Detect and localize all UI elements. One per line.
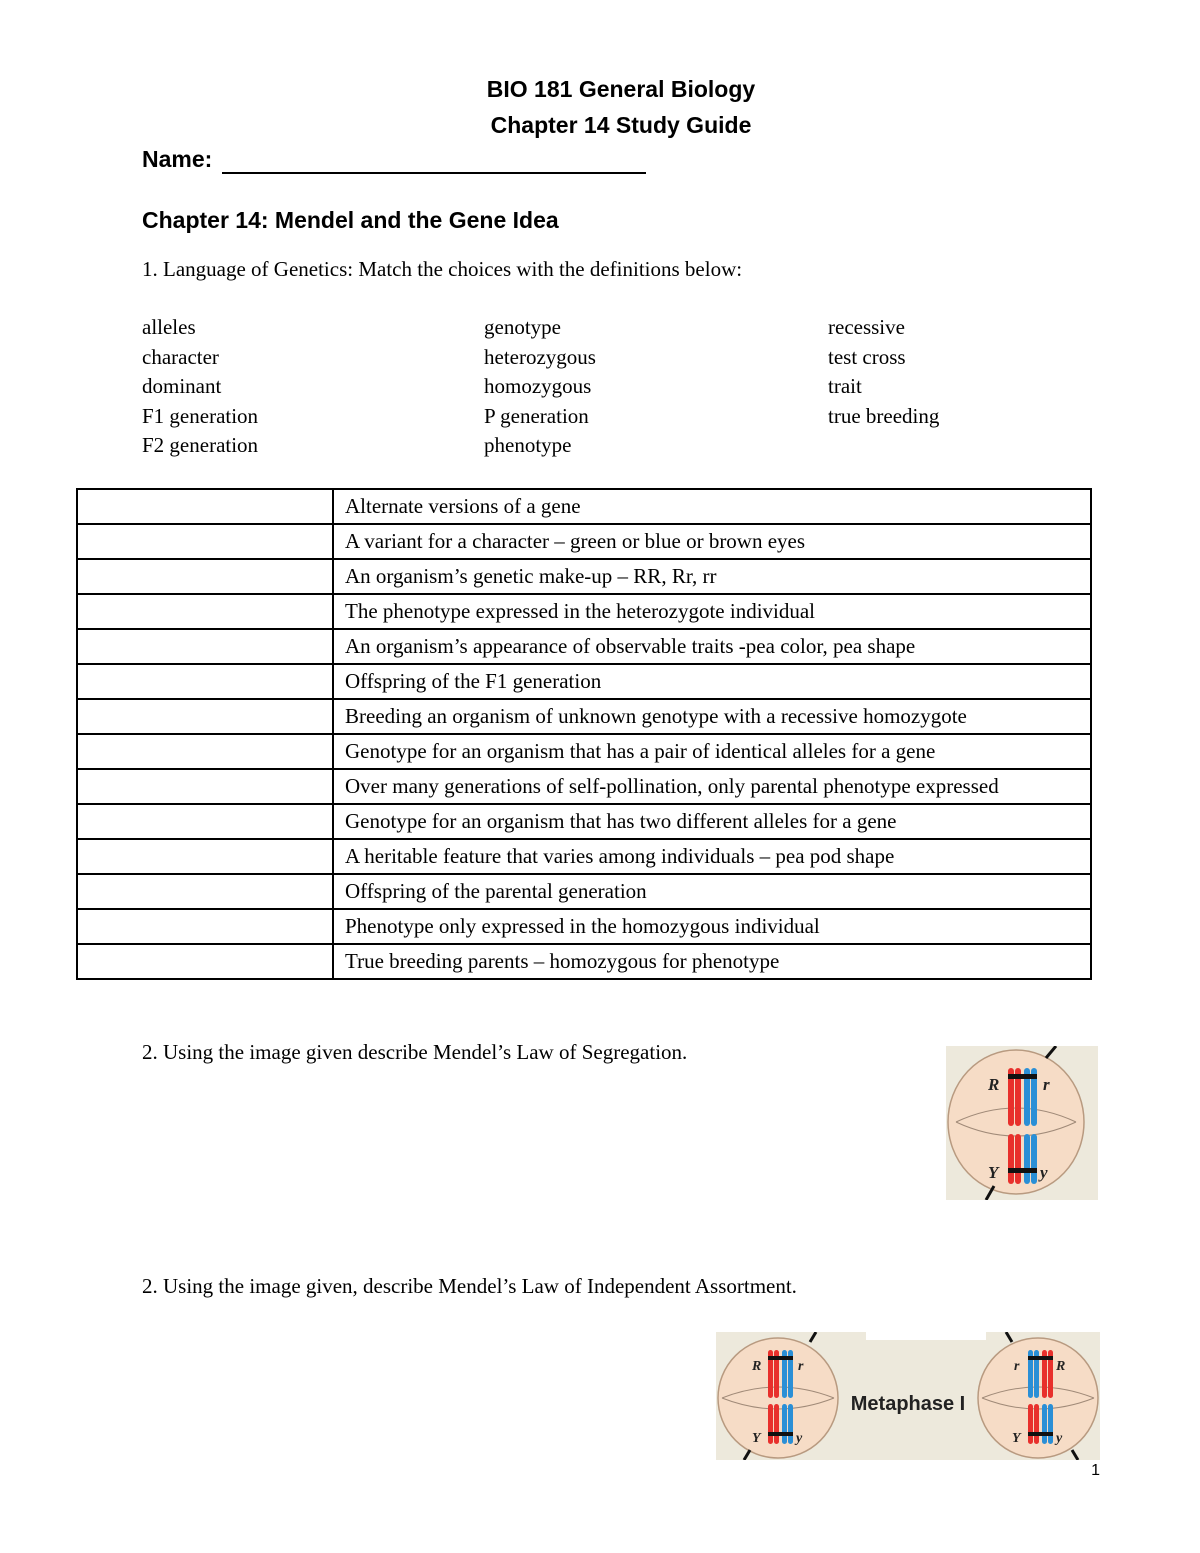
definition-cell: An organism’s genetic make-up – RR, Rr, rr (333, 559, 1091, 594)
term: F2 generation (142, 433, 259, 457)
red-chromatid (1015, 1134, 1021, 1184)
answer-cell[interactable] (77, 909, 333, 944)
table-row (77, 769, 1091, 804)
answer-cell[interactable] (77, 594, 333, 629)
question-1-prompt: 1. Language of Genetics: Match the choices with the definitions below: (142, 257, 743, 281)
definition-cell: A heritable feature that varies among individuals – pea pod shape (333, 839, 1091, 874)
definition-cell: Offspring of the F1 generation (333, 664, 1091, 699)
definition-cell: Genotype for an organism that has a pair of identical alleles for a gene (333, 734, 1091, 769)
blue-chromatid (1048, 1404, 1053, 1444)
allele-label-Y: Y (988, 1163, 999, 1182)
name-label: Name: (142, 146, 213, 172)
allele-label-r: r (1043, 1075, 1050, 1094)
terms-column-1 (142, 313, 258, 461)
allele-label-r: r (798, 1359, 804, 1374)
table-row (77, 524, 1091, 559)
definition-cell: Alternate versions of a gene (333, 489, 1091, 524)
term: genotype (484, 315, 561, 339)
gene-band (768, 1432, 793, 1436)
answer-cell[interactable] (77, 839, 333, 874)
definition-cell: Over many generations of self-pollination, only parental phenotype expressed (333, 769, 1091, 804)
definition-cell: A variant for a character – green or blue or brown eyes (333, 524, 1091, 559)
blue-chromatid (1042, 1404, 1047, 1444)
allele-label-R: R (752, 1359, 762, 1374)
chapter-heading: Chapter 14: Mendel and the Gene Idea (142, 207, 559, 233)
gene-band (1008, 1074, 1037, 1079)
term: test cross (828, 344, 906, 369)
table-row (77, 664, 1091, 699)
allele-label-R: R (1056, 1359, 1066, 1374)
metaphase-label: Metaphase I (850, 1393, 966, 1415)
gene-band (1028, 1356, 1053, 1360)
matching-table (76, 488, 1092, 980)
segregation-figure (946, 1046, 1098, 1200)
gene-band (1008, 1168, 1037, 1173)
blue-chromatid (1031, 1134, 1037, 1184)
term: character (142, 344, 219, 369)
red-chromatid (768, 1404, 773, 1444)
answer-cell[interactable] (77, 699, 333, 734)
page-number: 1 (1091, 1462, 1100, 1479)
table-row (77, 699, 1091, 734)
allele-label-Y: Y (752, 1431, 761, 1446)
term: alleles (142, 315, 196, 339)
guide-title: Chapter 14 Study Guide (490, 112, 752, 138)
term: F1 generation (142, 403, 259, 428)
definition-cell: The phenotype expressed in the heterozygote individual (333, 594, 1091, 629)
question-2-prompt: 2. Using the image given describe Mendel’s Law of Segregation. (142, 1040, 688, 1064)
blue-chromatid (788, 1404, 793, 1444)
terms-column-2 (484, 313, 596, 461)
term: homozygous (484, 374, 592, 398)
table-row (77, 839, 1091, 874)
term: trait (828, 374, 862, 398)
answer-cell[interactable] (77, 664, 333, 699)
definition-cell: Offspring of the parental generation (333, 874, 1091, 909)
definition-cell: Genotype for an organism that has two different alleles for a gene (333, 804, 1091, 839)
allele-label-y: y (796, 1431, 803, 1446)
definition-cell: True breeding parents – homozygous for phenotype (333, 944, 1091, 979)
table-row (77, 629, 1091, 664)
definition-cell: An organism’s appearance of observable traits -pea color, pea shape (333, 629, 1091, 664)
answer-cell[interactable] (77, 559, 333, 594)
allele-label-R: R (988, 1075, 1000, 1094)
table-row (77, 559, 1091, 594)
name-blank-line[interactable] (222, 172, 646, 174)
red-chromatid (774, 1404, 779, 1444)
terms-column-3 (828, 313, 939, 431)
course-title: BIO 181 General Biology (486, 76, 756, 102)
gene-band (768, 1356, 793, 1360)
caption-strip (866, 1332, 986, 1340)
allele-label-y: y (1040, 1163, 1048, 1182)
independent-assortment-figure (716, 1332, 1100, 1460)
blue-chromatid (1024, 1134, 1030, 1184)
definition-cell: Phenotype only expressed in the homozygous individual (333, 909, 1091, 944)
table-row (77, 734, 1091, 769)
question-3-prompt: 2. Using the image given, describe Mendel’s Law of Independent Assortment. (142, 1274, 797, 1298)
allele-label-Y: Y (1012, 1431, 1021, 1446)
definition-cell: Breeding an organism of unknown genotype with a recessive homozygote (333, 699, 1091, 734)
term: phenotype (484, 433, 572, 457)
term: dominant (142, 374, 222, 398)
answer-cell[interactable] (77, 804, 333, 839)
blue-chromatid (782, 1404, 787, 1444)
term: heterozygous (484, 344, 596, 369)
term: recessive (828, 315, 905, 339)
answer-cell[interactable] (77, 944, 333, 979)
allele-label-r: r (1014, 1359, 1020, 1374)
gene-band (1028, 1432, 1053, 1436)
answer-cell[interactable] (77, 769, 333, 804)
table-row (77, 489, 1091, 524)
table-row (77, 804, 1091, 839)
answer-cell[interactable] (77, 874, 333, 909)
table-row (77, 944, 1091, 979)
table-row (77, 874, 1091, 909)
red-chromatid (1028, 1404, 1033, 1444)
allele-label-y: y (1056, 1431, 1063, 1446)
answer-cell[interactable] (77, 629, 333, 664)
answer-cell[interactable] (77, 524, 333, 559)
table-row (77, 909, 1091, 944)
red-chromatid (1008, 1134, 1014, 1184)
answer-cell[interactable] (77, 489, 333, 524)
term: P generation (484, 403, 589, 428)
red-chromatid (1034, 1404, 1039, 1444)
answer-cell[interactable] (77, 734, 333, 769)
table-row (77, 594, 1091, 629)
term: true breeding (828, 403, 940, 428)
